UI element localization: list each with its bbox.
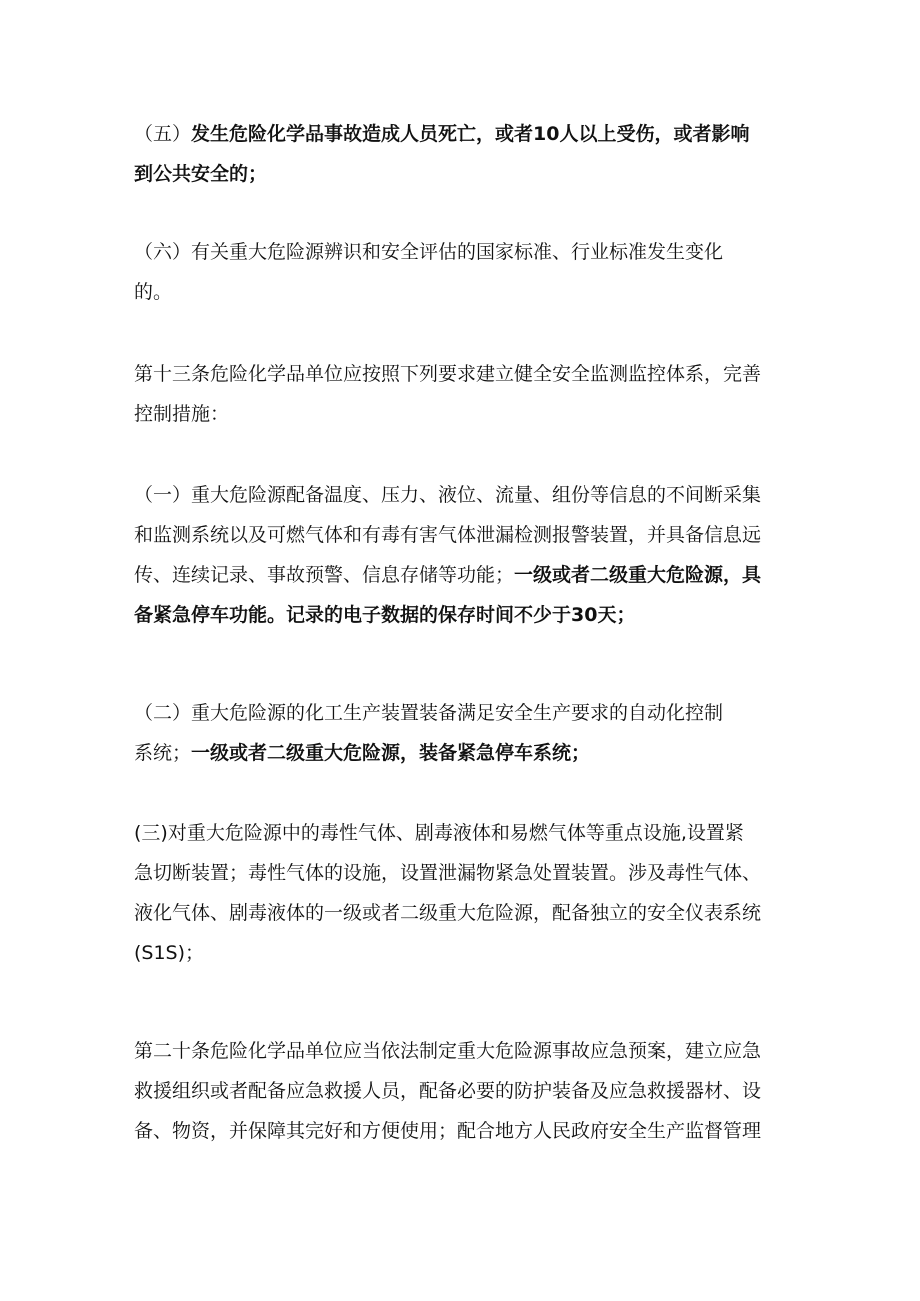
text-segment: 液化气体、剧毒液体的一级或者二级重大危险源，配备独立的安全仪表系统 [134, 902, 762, 924]
text-line [134, 1071, 804, 1111]
paragraph-item-3 [134, 813, 804, 973]
text-segment: (S1S)； [134, 942, 205, 964]
paragraph-article-20 [134, 1031, 804, 1151]
bold-text-segment: 发生危险化学品事故造成人员死亡，或者10人以上受伤，或者影响 [191, 123, 750, 145]
bold-text-segment: 到公共安全的； [134, 163, 268, 185]
text-line [134, 595, 804, 635]
paragraph-item-1 [134, 475, 804, 635]
paragraph-item-5 [134, 114, 804, 194]
text-segment: （二）重大危险源的化工生产装置装备满足安全生产要求的自动化控制 [134, 702, 724, 724]
text-line [134, 555, 804, 595]
text-line [134, 114, 804, 154]
text-segment: (三)对重大危险源中的毒性气体、剧毒液体和易燃气体等重点设施,设置紧 [134, 822, 744, 844]
bold-text-segment: 一级或者二级重大危险源，具 [514, 564, 762, 586]
text-line [134, 853, 804, 893]
paragraph-item-6 [134, 232, 804, 312]
text-line [134, 1111, 804, 1151]
text-line [134, 475, 804, 515]
text-segment: 急切断装置；毒性气体的设施，设置泄漏物紧急处置装置。涉及毒性气体、 [134, 862, 762, 884]
text-line [134, 515, 804, 555]
text-line [134, 733, 804, 773]
text-segment: （五） [134, 123, 192, 145]
text-segment: 救援组织或者配备应急救援人员，配备必要的防护装备及应急救援器材、设 [134, 1080, 762, 1102]
text-segment: 和监测系统以及可燃气体和有毒有害气体泄漏检测报警装置，并具备信息远 [134, 524, 762, 546]
text-line [134, 354, 804, 394]
text-line [134, 693, 804, 733]
text-segment: 控制措施： [134, 403, 230, 425]
text-line [134, 813, 804, 853]
bold-text-segment: 备紧急停车功能。记录的电子数据的保存时间不少于30天； [134, 604, 636, 626]
text-segment: 系统； [134, 742, 192, 764]
text-line [134, 232, 804, 272]
text-line [134, 933, 804, 973]
text-line [134, 272, 804, 312]
bold-text-segment: 一级或者二级重大危险源，装备紧急停车系统； [191, 742, 591, 764]
paragraph-article-13 [134, 354, 804, 434]
text-segment: 第十三条危险化学品单位应按照下列要求建立健全安全监测监控体系，完善 [134, 363, 762, 385]
text-segment: 备、物资，并保障其完好和方便使用；配合地方人民政府安全生产监督管理 [134, 1120, 762, 1142]
text-segment: 传、连续记录、事故预警、信息存储等功能； [134, 564, 515, 586]
paragraph-item-2 [134, 693, 804, 773]
text-segment: 第二十条危险化学品单位应当依法制定重大危险源事故应急预案，建立应急 [134, 1040, 762, 1062]
text-segment: （一）重大危险源配备温度、压力、液位、流量、组份等信息的不间断采集 [134, 484, 762, 506]
text-segment: （六）有关重大危险源辨识和安全评估的国家标准、行业标准发生变化 [134, 241, 724, 263]
text-line [134, 893, 804, 933]
text-line [134, 1031, 804, 1071]
text-line [134, 154, 804, 194]
text-segment: 的。 [134, 281, 173, 303]
text-line [134, 394, 804, 434]
